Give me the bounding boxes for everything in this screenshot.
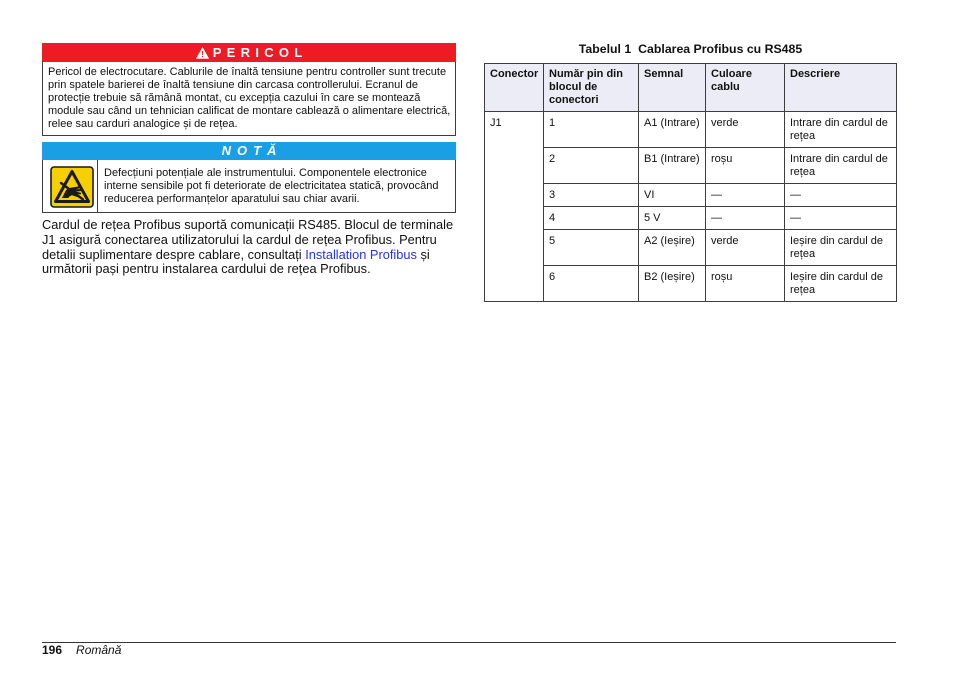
paragraph-text: și <box>416 246 430 262</box>
wiring-table <box>484 63 897 302</box>
table-title: Cablarea Profibus cu RS485 <box>638 42 803 56</box>
header-description: Descriere <box>785 64 897 112</box>
pin-cell: 1 <box>544 112 639 148</box>
pin-cell: 2 <box>544 148 639 184</box>
header-pin: Număr pin din blocul de conectori <box>544 64 639 112</box>
danger-text-line: module sau când un tehnician calificat de montare cablează o alimentare electrică, <box>48 105 451 117</box>
installation-profibus-link[interactable]: Installation Profibus <box>305 246 417 262</box>
color-cell: verde <box>706 112 785 148</box>
danger-title: PERICOL <box>212 45 308 60</box>
note-body <box>43 160 455 212</box>
note-text <box>98 160 444 212</box>
paragraph-line: Cardul de rețea Profibus suportă comunicații RS485. Blocul de terminale <box>42 217 454 232</box>
description-cell: — <box>785 184 897 207</box>
note-icon-cell <box>43 160 98 212</box>
danger-box <box>42 43 456 136</box>
pin-cell: 6 <box>544 266 639 302</box>
intro-paragraph <box>42 218 456 277</box>
color-cell: — <box>706 207 785 230</box>
header-color: Culoare cablu <box>706 64 785 112</box>
color-cell: verde <box>706 230 785 266</box>
pin-cell: 5 <box>544 230 639 266</box>
pin-cell: 3 <box>544 184 639 207</box>
color-cell: roșu <box>706 148 785 184</box>
page-number: 196 <box>42 643 63 657</box>
note-title: NOTĂ <box>221 143 283 158</box>
description-cell: Ieșire din cardul de rețea <box>785 266 897 302</box>
danger-text-line: relee sau carduri analogice și de rețea. <box>48 118 238 130</box>
danger-body <box>43 62 455 135</box>
signal-cell: B1 (Intrare) <box>639 148 706 184</box>
description-cell: Intrare din cardul de rețea <box>785 112 897 148</box>
pin-cell: 4 <box>544 207 639 230</box>
note-header <box>42 142 456 160</box>
connector-cell: J1 <box>485 112 544 302</box>
signal-cell: 5 V <box>639 207 706 230</box>
table-number: Tabelul 1 <box>578 42 632 56</box>
note-text-line: interne sensibile pot fi deteriorate de electricitatea statică, provocând <box>104 180 439 192</box>
note-box <box>42 142 456 213</box>
signal-cell: VI <box>639 184 706 207</box>
note-text-line: Defecțiuni potențiale ale instrumentului. Componentele electronice <box>104 167 427 179</box>
color-cell: roșu <box>706 266 785 302</box>
description-cell: — <box>785 207 897 230</box>
signal-cell: A2 (Ieșire) <box>639 230 706 266</box>
danger-text-line: protecție trebuie să rămână montat, cu excepția cazului în care se montează <box>48 92 421 104</box>
warning-triangle-icon <box>196 47 209 59</box>
danger-header <box>42 43 456 62</box>
color-cell: — <box>706 184 785 207</box>
language-label: Română <box>76 643 122 657</box>
paragraph-line <box>42 248 456 263</box>
paragraph-text: detalii suplimentare despre cablare, consultați <box>42 246 306 262</box>
esd-warning-icon <box>50 166 94 208</box>
note-text-line: reducerea performanțelor aparatului sau chiar avarii. <box>104 193 360 205</box>
danger-text-line: prin spatele barierei de înaltă tensiune din carcasa controllerului. Ecranul de <box>48 79 418 91</box>
signal-cell: B2 (Ieșire) <box>639 266 706 302</box>
page-footer <box>42 643 121 657</box>
table-caption <box>484 41 897 57</box>
paragraph-line: J1 asigură conectarea utilizatorului la cardul de rețea Profibus. Pentru <box>42 231 437 247</box>
header-connector: Conector <box>485 64 544 112</box>
description-cell: Ieșire din cardul de rețea <box>785 230 897 266</box>
danger-text-line: Pericol de electrocutare. Cablurile de înaltă tensiune pentru controller sunt trecute <box>48 66 447 78</box>
header-signal: Semnal <box>639 64 706 112</box>
paragraph-line: următorii pași pentru instalarea cardului de rețea Profibus. <box>42 261 371 277</box>
signal-cell: A1 (Intrare) <box>639 112 706 148</box>
footer-divider <box>42 642 896 643</box>
description-cell: Intrare din cardul de rețea <box>785 148 897 184</box>
